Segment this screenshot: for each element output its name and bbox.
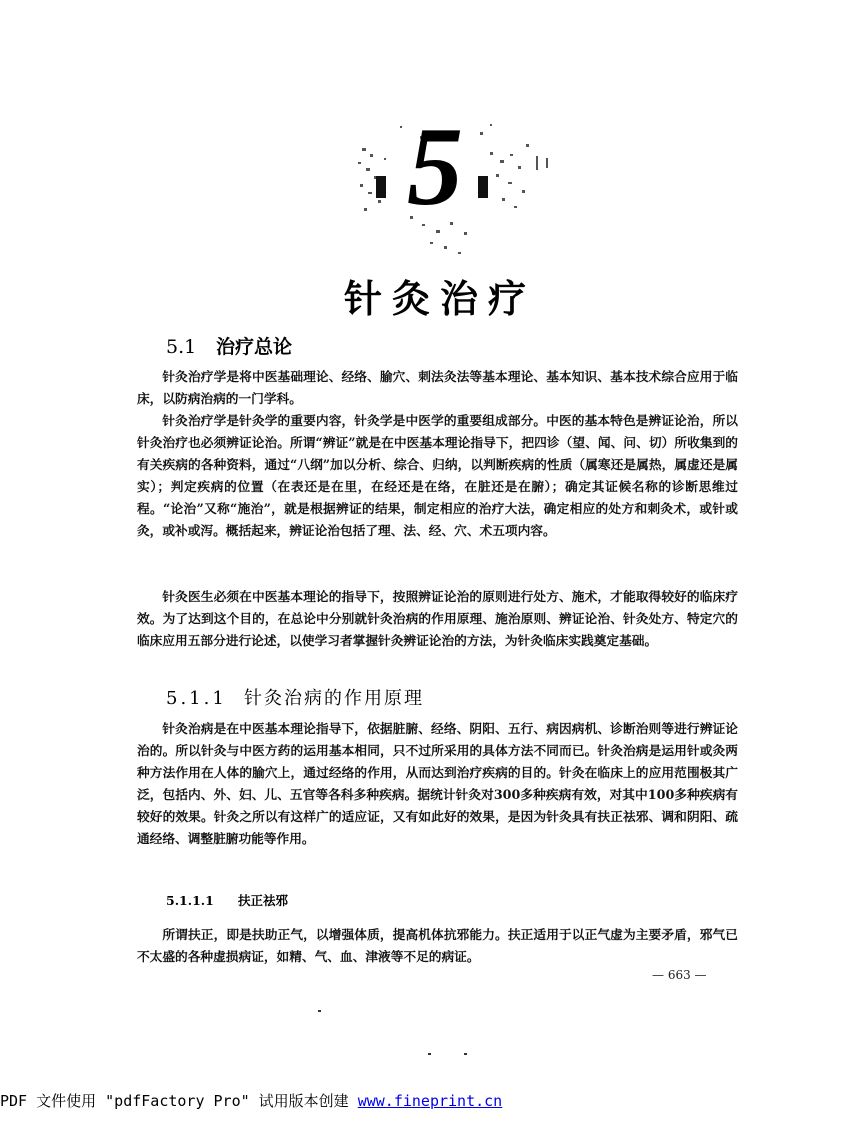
subsection-number: 5.1.1 [166, 688, 227, 709]
scan-speck [318, 1010, 321, 1012]
emblem-right-bar [478, 176, 488, 198]
subsubsection-heading [166, 891, 288, 909]
pdf-footer [0, 1090, 502, 1111]
section-paragraph-3: 针灸医生必须在中医基本理论的指导下，按照辨证论治的原则进行处方、施术，才能取得较好的临床疗效。为了达到这个目的，在总论中分别就针灸治病的作用原理、施治原则、辨证论治、针灸处方、特定穴的临床应用五部分进行论述，以使学习者掌握针灸辨证论治的方法，为针灸临床实践奠定基础。 [137, 589, 738, 648]
section-paragraph-1: 针灸治疗学是将中医基础理论、经络、腧穴、刺法灸法等基本理论、基本知识、基本技术综合应用于临床，以防病治病的一门学科。 [137, 369, 738, 406]
subsection-paragraph: 针灸治病是在中医基本理论指导下，依据脏腑、经络、阴阳、五行、病因病机、诊断治则等进行辨证论治的。所以针灸与中医方药的运用基本相同，只不过所采用的具体方法不同而已。针灸治病是运用针或灸两种方法作用在人体的腧穴上，通过经络的作用，从而达到治疗疾病的目的。针灸在临床上的应用范围极其广泛，包括内、外、妇、儿、五官等各科多种疾病。据统计针灸对300多种疾病有效，对其中100多种疾病有较好的效果。针灸之所以有这样广的适应证，又有如此好的效果，是因为针灸具有扶正祛邪、调和阴阳、疏通经络、调整脏腑功能等作用。 [137, 721, 738, 846]
scan-speck [464, 1053, 467, 1055]
page-number: — 663 — [652, 968, 707, 982]
section-number: 5.1 [166, 336, 197, 358]
subsubsection-paragraph: 所谓扶正，即是扶助正气，以增强体质，提高机体抗邪能力。扶正适用于以正气虚为主要矛盾，邪气已不太盛的各种虚损病证，如精、气、血、津液等不足的病证。 [137, 927, 738, 964]
section-paragraph-2: 针灸治疗学是针灸学的重要内容，针灸学是中医学的重要组成部分。中医的基本特色是辨证论治，所以针灸治疗也必须辨证论治。所谓“辨证”就是在中医基本理论指导下，把四诊（望、闻、问、切）所收集到的有关疾病的各种资料，通过“八纲”加以分析、综合、归纳，以判断疾病的性质（属寒还是属热，属虚还是属实）；判定疾病的位置（在表还是在里，在经还是在络，在脏还是在腑）；确定其证候名称的诊断思维过程。“论治”又称“施治”，就是根据辨证的结果，制定相应的治疗大法，确定相应的处方和刺灸术，或针或灸，或补或泻。概括起来，辨证论治包括了理、法、经、穴、术五项内容。 [137, 413, 738, 538]
subsubsection-title: 扶正祛邪 [238, 893, 289, 908]
subsection-title: 针灸治病的作用原理 [244, 688, 424, 709]
section-heading [166, 332, 292, 359]
subsubsection-number: 5.1.1.1 [166, 893, 214, 908]
chapter-number: 5 [407, 105, 463, 229]
footer-text: PDF 文件使用 "pdfFactory Pro" 试用版本创建 [0, 1092, 358, 1110]
subsection-heading [166, 684, 424, 710]
chapter-emblem [340, 96, 570, 272]
footer-link[interactable]: www.fineprint.cn [357, 1092, 503, 1110]
emblem-left-bar [376, 176, 386, 198]
section-title: 治疗总论 [216, 336, 293, 358]
chapter-title: 针灸治疗 [343, 277, 536, 321]
scan-speck [428, 1053, 431, 1055]
